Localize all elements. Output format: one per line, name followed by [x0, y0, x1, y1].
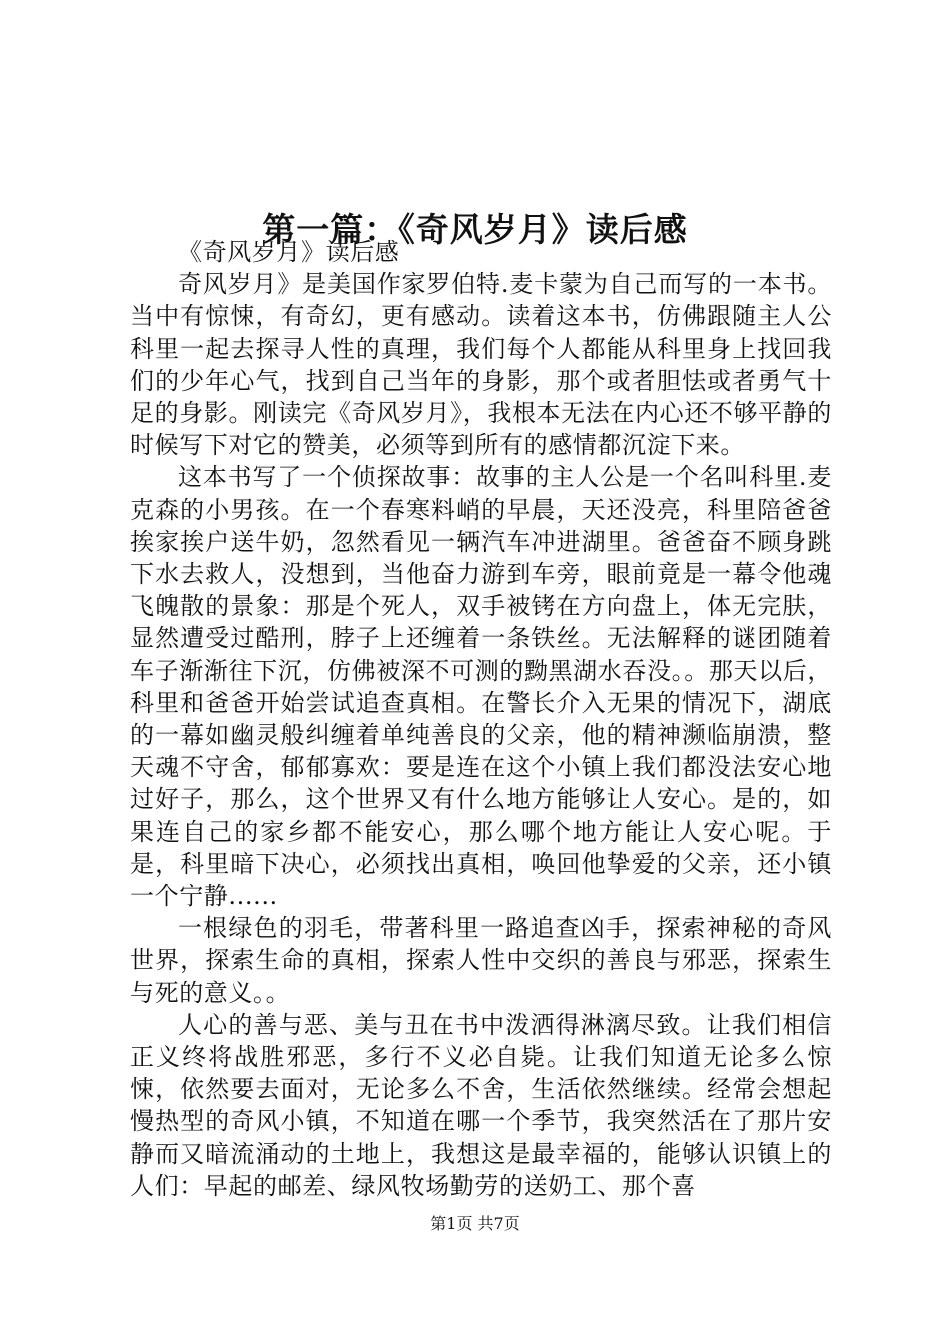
page-footer: 第1页 共7页 [430, 1214, 520, 1233]
document-body [130, 236, 832, 1202]
paragraph-story: 这本书写了一个侦探故事：故事的主人公是一个名叫科里.麦克森的小男孩。在一个春寒料峭的早晨，天还没亮，科里陪爸爸挨家挨户送牛奶，忽然看见一辆汽车冲进湖里。爸爸奋不顾身跳下水去救人，没想到，当他奋力游到车旁，眼前竟是一幕令他魂飞魄散的景象：那是个死人，双手被铐在方向盘上，体无完肤，显然遭受过酷刑，脖子上还缠着一条铁丝。无法解释的谜团随着车子渐渐往下沉，仿佛被深不可测的黝黑湖水吞没。。那天以后，科里和爸爸开始尝试追查真相。在警长介入无果的情况下，湖底的一幕如幽灵般纠缠着单纯善良的父亲，他的精神濒临崩溃，整天魂不守舍，郁郁寡欢：要是连在这个小镇上我们都没法安心地过好子，那么，这个世界又有什么地方能够让人安心。是的，如果连自己的家乡都不能安心，那么哪个地方能让人安心呢。于是，科里暗下决心，必须找出真相，唤回他挚爱的父亲，还小镇一个宁静...... [130, 463, 832, 911]
paragraph-intro: 奇风岁月》是美国作家罗伯特.麦卡蒙为自己而写的一本书。当中有惊悚，有奇幻，更有感动。读着这本书，仿佛跟随主人公科里一起去探寻人性的真理，我们每个人都能从科里身上找回我们的少年心气，找到自己当年的身影，那个或者胆怯或者勇气十足的身影。刚读完《奇风岁月》，我根本无法在内心还不够平静的时候写下对它的赞美，必须等到所有的感情都沉淀下来。 [130, 270, 832, 460]
page-title: 第一篇：《奇风岁月》读后感 [262, 210, 688, 250]
paragraph-feather: 一根绿色的羽毛，带著科里一路追查凶手，探索神秘的奇风世界，探索生命的真相，探索人性中交织的善良与邪恶，探索生与死的意义。。 [130, 914, 832, 1007]
paragraph-subtitle: 《奇风岁月》读后感 [178, 238, 400, 266]
paragraph-reflection: 人心的善与恶、美与丑在书中泼洒得淋漓尽致。让我们相信正义终将战胜邪恶，多行不义必自毙。让我们知道无论多么惊悚，依然要去面对，无论多么不舍，生活依然继续。经常会想起慢热型的奇风小镇，不知道在哪一个季节，我突然活在了那片安静而又暗流涌动的土地上，我想这是最幸福的，能够认识镇上的人们：早起的邮差、绿风牧场勤劳的送奶工、那个喜 [130, 1010, 832, 1200]
